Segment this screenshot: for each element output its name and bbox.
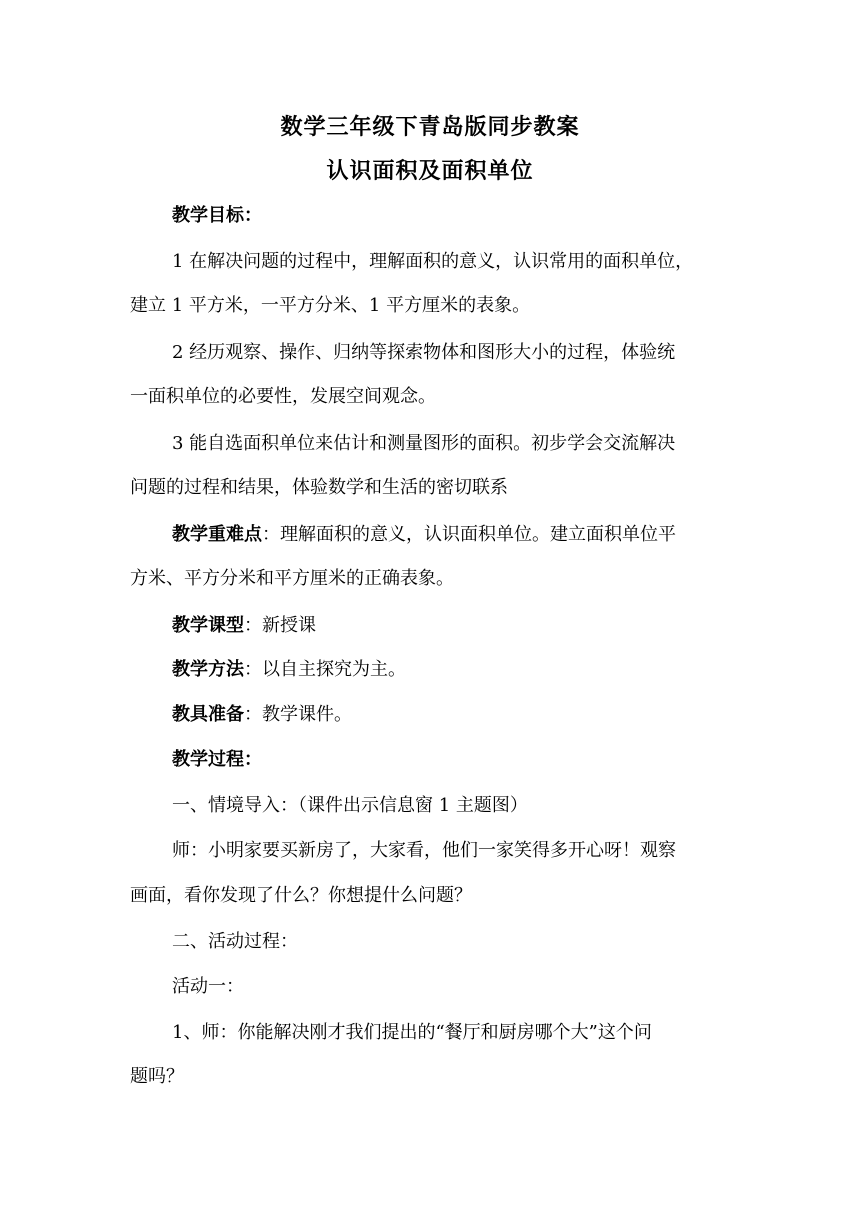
goals-heading: 教学目标： — [172, 205, 262, 226]
process-heading: 教学过程： — [172, 749, 262, 770]
keypoints-line-2: 方米、平方分米和平方厘米的正确表象。 — [130, 568, 454, 589]
goal-3-line-1: 3 能自选面积单位来估计和测量图形的面积。初步学会交流解决 — [172, 433, 676, 454]
document-title: 数学三年级下青岛版同步教案 — [280, 115, 580, 140]
lesson-type-paragraph — [0, 612, 860, 640]
method-paragraph — [0, 656, 860, 684]
method-text: ：以自主探究为主。 — [244, 659, 406, 680]
goal-1-line-1: 1 在解决问题的过程中，理解面积的意义，认识常用的面积单位， — [172, 251, 694, 272]
question-1-line-1: 1、师：你能解决刚才我们提出的“餐厅和厨房哪个大”这个问 — [172, 1022, 652, 1043]
goal-2-line-2: 一面积单位的必要性，发展空间观念。 — [130, 386, 436, 407]
tools-label: 教具准备 — [172, 704, 244, 725]
teacher-1-line-2: 画面，看你发现了什么？你想提什么问题？ — [130, 885, 472, 906]
section-2-heading: 二、活动过程： — [172, 931, 298, 952]
keypoints-label: 教学重难点 — [172, 524, 262, 545]
lesson-type-text: ：新授课 — [244, 615, 316, 636]
tools-text: ：教学课件。 — [244, 704, 352, 725]
question-1-line-2: 题吗？ — [130, 1066, 184, 1087]
method-label: 教学方法 — [172, 659, 244, 680]
goal-3-line-2: 问题的过程和结果，体验数学和生活的密切联系 — [130, 477, 508, 498]
section-1-heading: 一、情境导入：（课件出示信息窗 1 主题图） — [172, 795, 528, 816]
activity-1-heading: 活动一： — [172, 976, 244, 997]
lesson-type-label: 教学课型 — [172, 615, 244, 636]
keypoints-paragraph — [0, 521, 860, 549]
goal-2-line-1: 2 经历观察、操作、归纳等探索物体和图形大小的过程，体验统 — [172, 342, 676, 363]
teacher-1-line-1: 师：小明家要买新房了，大家看，他们一家笑得多开心呀！观察 — [172, 840, 676, 861]
goal-1-line-2: 建立 1 平方米，一平方分米、1 平方厘米的表象。 — [130, 295, 531, 316]
tools-paragraph — [0, 701, 860, 729]
document-subtitle: 认识面积及面积单位 — [326, 159, 534, 184]
keypoints-text: ：理解面积的意义，认识面积单位。建立面积单位平 — [262, 524, 676, 545]
